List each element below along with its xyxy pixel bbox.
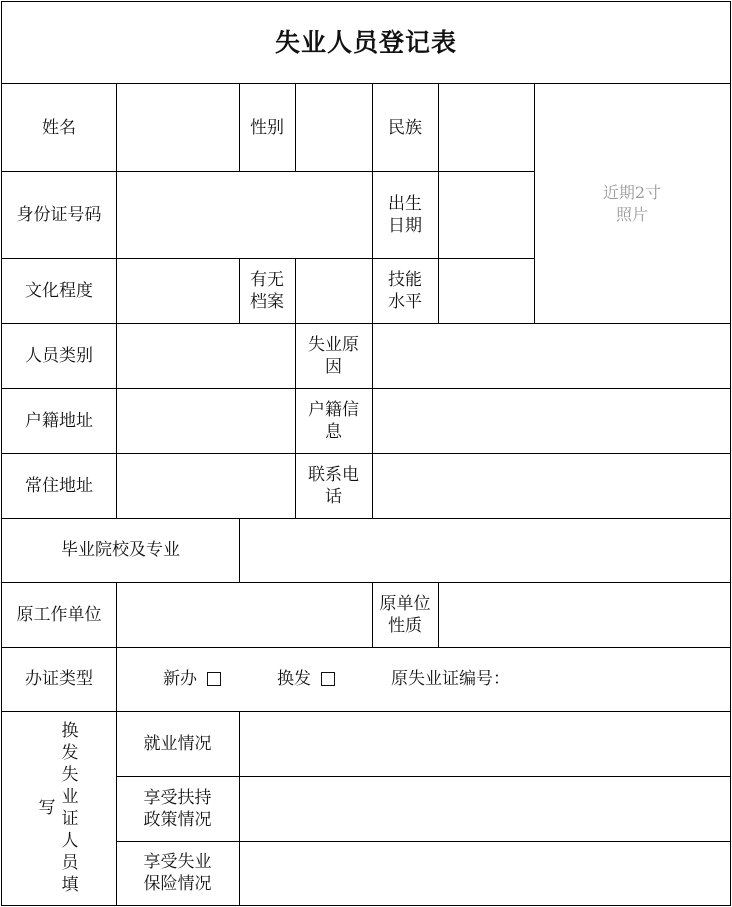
grid-line <box>1 388 731 389</box>
residence-address-field[interactable] <box>116 453 295 518</box>
grid-line <box>1 453 731 454</box>
option-new[interactable] <box>163 668 221 690</box>
former-employer-type-field[interactable] <box>438 582 730 647</box>
birth-date-field[interactable] <box>438 171 534 258</box>
checkbox-renew[interactable] <box>321 672 335 686</box>
label-unemployment-insurance: 享受失业 保险情况 <box>143 852 212 894</box>
grid-line <box>1 582 731 583</box>
phone-field[interactable] <box>372 453 730 518</box>
label-person-category: 人员类别 <box>25 345 93 366</box>
grid-line <box>295 258 296 518</box>
option-renew[interactable] <box>277 668 335 690</box>
label-skill-level: 技能 水平 <box>388 269 422 312</box>
grid-line <box>1 323 731 324</box>
label-former-employer: 原工作单位 <box>16 604 102 625</box>
label-name: 姓名 <box>42 117 76 138</box>
grid-line <box>534 83 535 323</box>
unemployment-insurance-field[interactable] <box>239 841 730 905</box>
renewal-char: 发 <box>61 743 79 763</box>
grid-line <box>1 647 731 648</box>
renewal-char: 员 <box>61 853 79 873</box>
label-process-type: 办证类型 <box>25 669 93 689</box>
label-ethnicity: 民族 <box>388 117 422 138</box>
grid-line <box>116 83 117 518</box>
grid-line <box>372 582 373 647</box>
grid-line <box>116 776 731 777</box>
grid-line <box>1 711 731 712</box>
label-former-employer-type: 原单位 性质 <box>379 593 431 636</box>
employment-status-field[interactable] <box>239 711 730 776</box>
school-major-field[interactable] <box>239 518 730 582</box>
renewal-char: 填 <box>61 875 79 895</box>
renewal-char: 业 <box>61 787 79 807</box>
grid-line <box>1 258 534 259</box>
support-policy-field[interactable] <box>239 776 730 841</box>
unemployment-reason-field[interactable] <box>372 323 730 388</box>
renewal-char: 人 <box>61 831 79 851</box>
border-top <box>1 1 731 2</box>
photo-placeholder[interactable]: 近期2寸 照片 <box>602 182 662 224</box>
former-employer-field[interactable] <box>116 582 372 647</box>
grid-line <box>239 83 240 171</box>
old-cert-number-label: 原失业证编号： <box>391 669 510 689</box>
label-employment-status: 就业情况 <box>143 733 212 754</box>
label-has-file: 有无 档案 <box>250 269 284 312</box>
grid-line <box>372 83 373 518</box>
grid-line <box>295 83 296 171</box>
has-file-field[interactable] <box>295 258 372 323</box>
checkbox-new[interactable] <box>207 672 221 686</box>
grid-line <box>239 518 240 582</box>
renewal-char: 换 <box>61 721 79 741</box>
household-address-field[interactable] <box>116 388 295 453</box>
grid-line <box>438 582 439 647</box>
label-household-info: 户籍信 息 <box>308 399 359 442</box>
label-residence-address: 常住地址 <box>25 475 93 496</box>
ethnicity-field[interactable] <box>438 84 534 171</box>
id-number-field[interactable] <box>116 171 372 258</box>
option-renew-label: 换发 <box>277 669 311 689</box>
grid-line <box>239 711 240 905</box>
grid-line <box>239 258 240 323</box>
renewal-char: 失 <box>61 765 79 785</box>
renewal-section-label-col2 <box>58 716 82 900</box>
grid-line <box>116 841 731 842</box>
name-field[interactable] <box>116 84 239 171</box>
grid-line <box>1 171 534 172</box>
renewal-section-label-col1 <box>36 711 58 905</box>
education-field[interactable] <box>116 258 239 323</box>
label-school-major: 毕业院校及专业 <box>61 540 180 560</box>
label-education: 文化程度 <box>25 280 93 301</box>
grid-line <box>1 518 731 519</box>
gender-field[interactable] <box>295 84 372 171</box>
renewal-char: 证 <box>61 809 79 829</box>
label-id-number: 身份证号码 <box>16 204 102 225</box>
label-gender: 性别 <box>250 117 284 138</box>
process-type-options <box>116 647 730 711</box>
border-bottom <box>1 905 731 906</box>
label-unemployment-reason: 失业原 因 <box>308 334 359 377</box>
person-category-field[interactable] <box>116 323 295 388</box>
label-birth-date: 出生 日期 <box>388 193 422 236</box>
label-household-address: 户籍地址 <box>25 410 93 431</box>
label-phone: 联系电 话 <box>308 464 359 507</box>
renewal-char: 写 <box>38 798 56 818</box>
household-info-field[interactable] <box>372 388 730 453</box>
option-new-label: 新办 <box>163 669 197 689</box>
grid-line <box>1 83 731 84</box>
grid-line <box>438 83 439 323</box>
skill-level-field[interactable] <box>438 258 534 323</box>
grid-line <box>116 582 117 905</box>
form-title: 失业人员登记表 <box>274 27 457 57</box>
label-support-policy: 享受扶持 政策情况 <box>143 787 212 830</box>
